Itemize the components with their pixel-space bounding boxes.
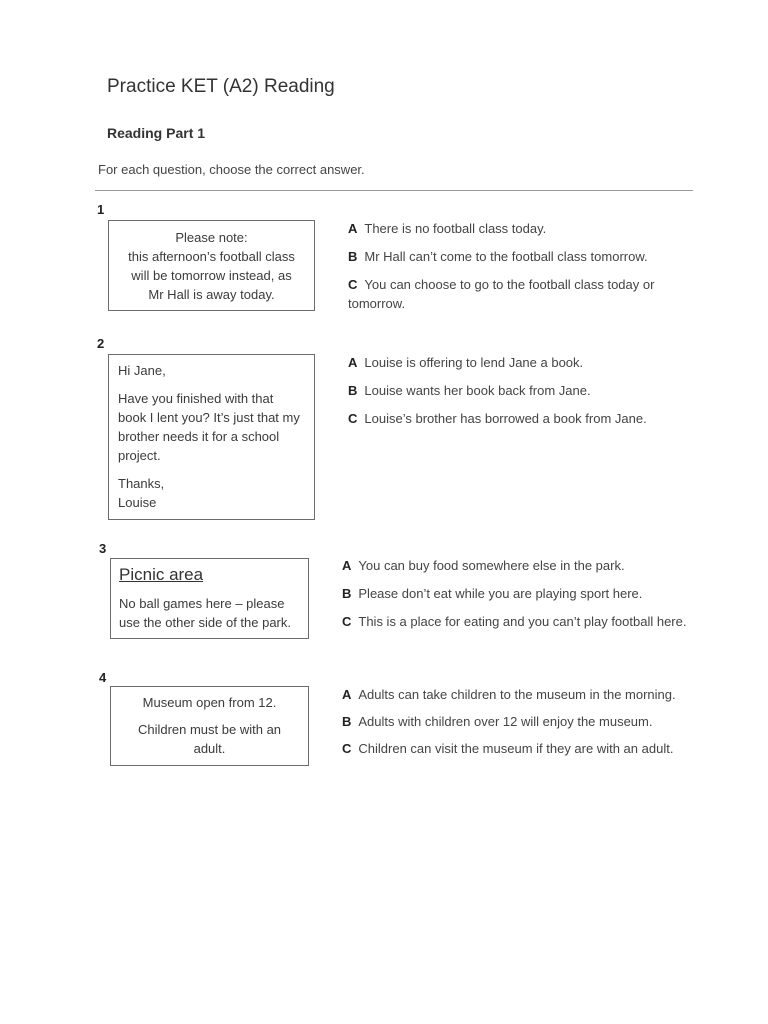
notice-box [108, 220, 315, 311]
option-letter: A [348, 355, 358, 370]
notice-line: Have you finished with that book I lent you? It’s just that my brother needs it for a school project. [118, 391, 300, 463]
option-c[interactable] [342, 739, 692, 758]
option-letter: C [342, 741, 352, 756]
section-title: Reading Part 1 [107, 125, 206, 141]
notice-line: Louise [118, 495, 157, 510]
option-letter: A [342, 687, 352, 702]
answer-options [342, 556, 692, 640]
option-b[interactable] [348, 247, 698, 266]
option-letter: B [348, 249, 358, 264]
notice-line: Thanks, [118, 476, 165, 491]
answer-options [348, 353, 698, 437]
option-text: Louise is offering to lend Jane a book. [364, 355, 584, 370]
option-c[interactable] [348, 409, 698, 428]
option-text: You can buy food somewhere else in the park. [358, 558, 625, 573]
option-text: Adults can take children to the museum in the morning. [358, 687, 676, 702]
notice-line: No ball games here – please use the other side of the park. [119, 596, 291, 630]
option-b[interactable] [348, 381, 698, 400]
option-a[interactable] [348, 353, 698, 372]
notice-line: Hi Jane, [118, 363, 166, 378]
notice-heading: Picnic area [119, 565, 204, 584]
option-letter: C [348, 411, 358, 426]
divider [95, 190, 693, 191]
option-letter: B [342, 714, 352, 729]
option-letter: A [348, 221, 358, 236]
question-number: 1 [97, 202, 105, 217]
option-letter: B [342, 586, 352, 601]
notice-line: Mr Hall is away today. [148, 287, 275, 302]
answer-options [342, 685, 692, 766]
option-b[interactable] [342, 712, 692, 731]
notice-line: Museum open from 12. [142, 695, 277, 710]
document-title: Practice KET (A2) Reading [107, 76, 335, 97]
notice-box [108, 354, 315, 520]
option-b[interactable] [342, 584, 692, 603]
option-text: You can choose to go to the football class today or tomorrow. [348, 277, 655, 311]
option-a[interactable] [342, 556, 692, 575]
notice-box [110, 558, 309, 639]
option-a[interactable] [348, 219, 698, 238]
option-text: There is no football class today. [364, 221, 547, 236]
option-text: Please don’t eat while you are playing sport here. [358, 586, 643, 601]
option-text: Mr Hall can’t come to the football class tomorrow. [364, 249, 648, 264]
option-letter: C [348, 277, 358, 292]
question-number: 4 [99, 670, 107, 685]
option-c[interactable] [348, 275, 698, 313]
option-letter: A [342, 558, 352, 573]
option-text: Children can visit the museum if they are with an adult. [358, 741, 674, 756]
option-a[interactable] [342, 685, 692, 704]
option-letter: C [342, 614, 352, 629]
notice-box [110, 686, 309, 766]
option-text: Louise’s brother has borrowed a book from Jane. [364, 411, 647, 426]
question-number: 3 [99, 541, 107, 556]
question-number: 2 [97, 336, 105, 351]
option-text: This is a place for eating and you can’t play football here. [358, 614, 687, 629]
notice-line: Children must be with an adult. [137, 722, 282, 756]
notice-line: Please note: [175, 230, 248, 245]
notice-line: this afternoon’s football class [128, 249, 295, 264]
notice-line: will be tomorrow instead, as [131, 268, 292, 283]
instructions: For each question, choose the correct answer. [98, 162, 365, 177]
option-text: Adults with children over 12 will enjoy the museum. [358, 714, 653, 729]
option-c[interactable] [342, 612, 692, 631]
option-text: Louise wants her book back from Jane. [364, 383, 591, 398]
answer-options [348, 219, 698, 322]
option-letter: B [348, 383, 358, 398]
